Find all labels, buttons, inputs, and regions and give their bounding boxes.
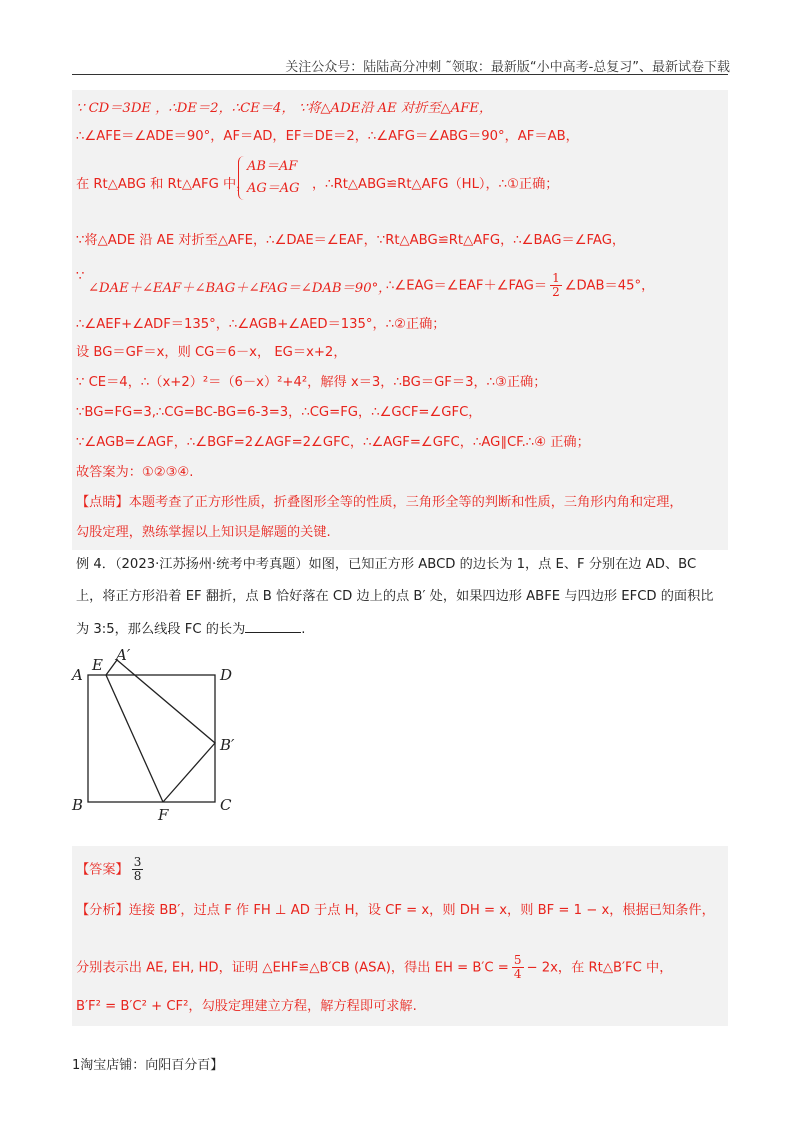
header-divider [72, 74, 728, 75]
solution-line: ∴∠AEF+∠ADF＝135°，∴∠AGB+∠AED＝135°，∴②正确； [76, 317, 446, 332]
solution-line: 设 BG＝GF＝x，则 CG＝6－x， EG＝x+2， [76, 345, 347, 360]
square-fold-figure [60, 640, 260, 830]
solution-line: 故答案为：①②③④. [76, 465, 194, 480]
fraction-five-fourths [512, 954, 524, 981]
brace-line: AG＝AG [247, 181, 300, 196]
label-c: C [220, 796, 232, 814]
solution-line: ∵ CD＝3DE ，∴DE＝2，∴CE＝4， ∵将△ADE沿 AE 对折至△AFE， [76, 101, 493, 116]
solution-text: ∴∠EAG＝∠EAF＋∠FAG＝ [386, 278, 548, 294]
brace-line: AB＝AF [247, 159, 298, 174]
label-b: B [72, 796, 84, 814]
congruence-system [238, 156, 300, 200]
solution-line: ，∴Rt△ABG≌Rt△AFG（HL），∴①正确； [312, 177, 559, 192]
square-abcd [88, 675, 215, 802]
solution-line: ∵BG=FG=3,∴CG=BC-BG=6-3=3，∴CG=FG，∴∠GCF=∠GFC， [76, 405, 482, 420]
example-line: 上，将正方形沿着 EF 翻折，点 B 恰好落在 CD 边上的点 B′ 处，如果四边形 ABFE 与四边形 EFCD 的面积比 [76, 589, 714, 604]
label-b-prime: B′ [220, 736, 235, 754]
label-f: F [158, 806, 169, 824]
analysis-text: 分别表示出 AE, EH, HD，证明 △EHF≌△B′CB (ASA)，得出 EH = B′C = [76, 960, 509, 976]
answer-line [76, 856, 146, 883]
fraction-half [550, 272, 562, 299]
label-e: E [92, 656, 103, 674]
analysis-line [76, 954, 672, 981]
analysis-label: 【分析】 [76, 903, 129, 918]
folded-outline [106, 660, 215, 802]
solution-line: ∵∠AGB=∠AGF，∴∠BGF=2∠AGF=2∠GFC，∴∠AGF=∠GFC，∴AG∥CF.∴④ 正确； [76, 435, 590, 450]
fraction-numerator: 1 [552, 271, 560, 285]
comment-text: 本题考查了正方形性质，折叠图形全等的性质，三角形全等的判断和性质，三角形内角和定理， [128, 495, 683, 510]
analysis-text: − 2x，在 Rt△B′FC 中， [526, 960, 673, 976]
label-a: A [72, 666, 83, 684]
fraction-denominator: 2 [552, 285, 560, 299]
solution-line: ∴∠AFE＝∠ADE＝90°，AF＝AD，EF＝DE＝2，∴∠AFG＝∠ABG＝90°，AF＝AB， [76, 129, 579, 144]
analysis-line [76, 902, 715, 920]
fraction-numerator: 3 [133, 855, 142, 869]
solution-line: ∵ [76, 269, 85, 284]
solution-line: ∠DAE＋∠EAF＋∠BAG＋∠FAG＝∠DAB＝90°， [88, 281, 392, 296]
analysis-line: B′F² = B′C² + CF²，勾股定理建立方程，解方程即可求解. [76, 999, 417, 1014]
comment-label: 【点睛】 [76, 495, 129, 510]
comment-line: 勾股定理，熟练掌握以上知识是解题的关键. [76, 525, 331, 540]
example-line: 为 3:5，那么线段 FC 的长为 . [76, 622, 306, 637]
fraction-denominator: 4 [513, 967, 522, 981]
answer-fraction [132, 856, 144, 883]
label-a-prime: A′ [116, 646, 131, 664]
page-header: 关注公众号：陆陆高分冲刺 ˜领取：最新版“小中高考-总复习”、最新试卷下载 [285, 60, 730, 75]
label-d: D [220, 666, 233, 684]
solution-line: ∵ CE＝4，∴（x+2）²＝（6－x）²+4²，解得 x＝3，∴BG＝GF＝3，∴③正确； [76, 375, 547, 390]
answer-label: 【答案】 [76, 862, 129, 878]
page-footer: 1淘宝店铺：向阳百分百】 [72, 1058, 224, 1073]
solution-line: 在 Rt△ABG 和 Rt△AFG 中， [76, 177, 250, 192]
fraction-denominator: 8 [133, 869, 142, 883]
comment-line [76, 494, 683, 512]
example-text: 为 3:5，那么线段 FC 的长为 [76, 622, 246, 637]
example-line: 例 4．（2023·江苏扬州·统考中考真题）如图，已知正方形 ABCD 的边长为 1，点 E、F 分别在边 AD、BC [76, 557, 697, 572]
solution-line-frac [386, 272, 654, 299]
fold-line-ef [106, 675, 163, 802]
analysis-text: 连接 BB′，过点 F 作 FH ⊥ AD 于点 H，设 CF = x，则 DH = x，则 BF = 1 − x，根据已知条件， [128, 903, 715, 918]
solution-text: ∠DAB＝45°， [564, 278, 655, 294]
fraction-numerator: 5 [513, 953, 522, 967]
solution-line: ∵将△ADE 沿 AE 对折至△AFE，∴∠DAE＝∠EAF，∵Rt△ABG≌Rt△AFG，∴∠BAG＝∠FAG， [76, 233, 626, 248]
answer-blank [245, 620, 301, 633]
